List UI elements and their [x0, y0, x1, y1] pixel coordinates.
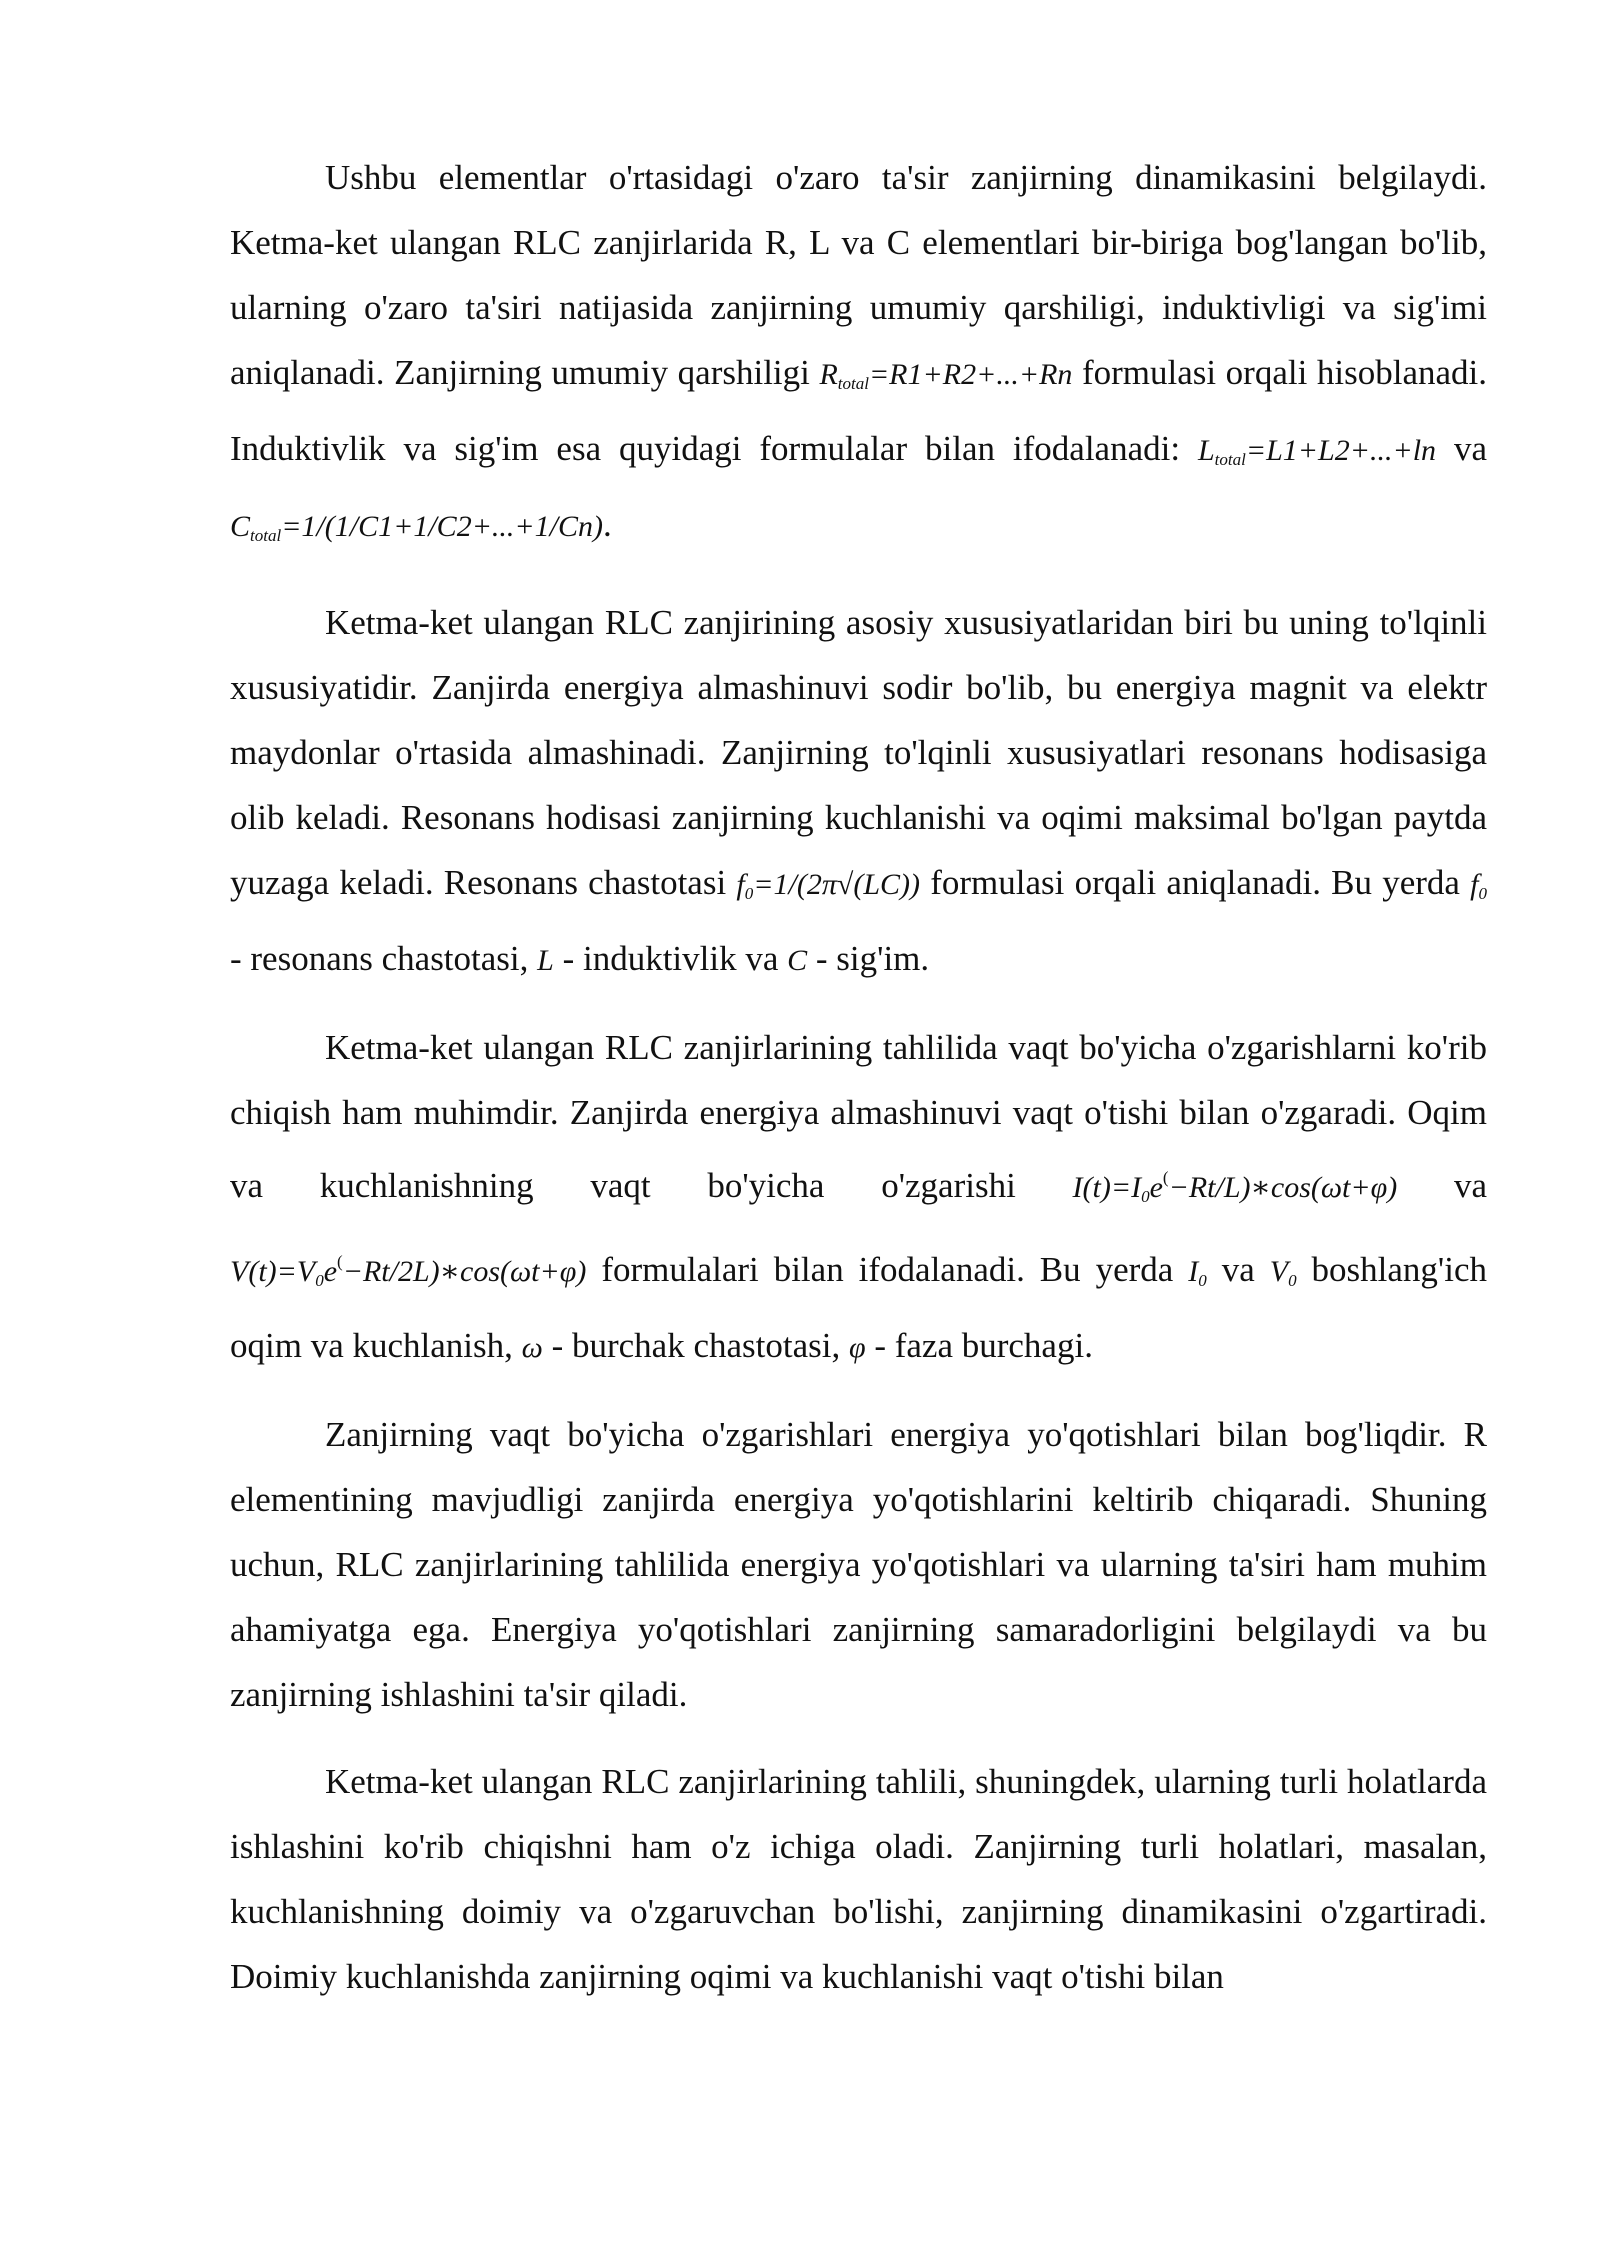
paragraph-text: Ketma-ket ulangan RLC zanjirlarining tahlilida vaqt bo'yicha o'zgarishlarni ko'rib chiqish ham muhimdir. Zanjirda energiya almashinuvi vaqt o'tishi bilan o'zgaradi. Oqim va kuchlanishning vaqt bo'yicha o'zgarishi — [230, 1028, 1487, 1205]
formula-body: −Rt/L)∗cos(ωt+φ) — [1168, 1171, 1398, 1204]
formula-l-total — [1198, 434, 1436, 467]
formula-body: V(t)=V — [230, 1255, 316, 1288]
paragraph-text: va — [1397, 1166, 1487, 1205]
paragraph-text: boshlang'ich oqim va kuchlanish, — [230, 1250, 1487, 1365]
paragraph-5: Ketma-ket ulangan RLC zanjirlarining tahlili, shuningdek, ularning turli holatlarda ishlashini ko'rib chiqishni ham o'z ichiga oladi. Zanjirning turli holatlari, masalan, kuchlanishning doimiy va o'zgaruvchan bo'lishi, zanjirning dinamikasini o'zgartiradi. Doimiy kuchlanishda zanjirning oqimi va kuchlanishi vaqt o'tishi bilan — [230, 1762, 1487, 1996]
formula-voltage — [230, 1252, 587, 1290]
formula-c-total — [230, 510, 603, 543]
formula-subscript: 0 — [315, 1271, 324, 1290]
formula-subscript: 0 — [1198, 1271, 1207, 1290]
paragraph-3 — [230, 1015, 1487, 1380]
paragraph-text: formulalari bilan ifodalanadi. Bu yerda — [586, 1250, 1189, 1289]
formula-superscript: ( — [337, 1252, 343, 1271]
paragraph-text: - faza burchagi. — [865, 1326, 1093, 1365]
paragraph-text: - burchak chastotasi, — [542, 1326, 849, 1365]
formula-body: =1/(2π√(LC)) — [753, 868, 920, 901]
paragraph-text: - sig'im. — [807, 939, 930, 978]
formula-base: f — [1470, 868, 1479, 901]
formula-body: e — [323, 1255, 338, 1288]
paragraph-text: . — [603, 505, 612, 544]
formula-base: C — [230, 510, 251, 543]
formula-current — [1072, 1168, 1398, 1206]
paragraph-2 — [230, 590, 1487, 993]
paragraph-text: va — [1206, 1250, 1270, 1289]
formula-body: =R1+R2+...+Rn — [868, 358, 1073, 391]
formula-superscript: ( — [1162, 1168, 1169, 1187]
paragraph-4: Zanjirning vaqt bo'yicha o'zgarishlari energiya yo'qotishlari bilan bog'liqdir. R elementining mavjudligi zanjirda energiya yo'qotishlarini keltirib chiqaradi. Shuning uchun, RLC zanjirlarining tahlilida energiya yo'qotishlari va ularning ta'siri ham muhim ahamiyatga ega. Energiya yo'qotishlari zanjirning samaradorligini belgilaydi va bu zanjirning ishlashini ta'sir qiladi. — [230, 1415, 1487, 1714]
paragraph-text: - induktivlik va — [553, 939, 788, 978]
symbol-c: C — [787, 944, 808, 977]
formula-subscript: 0 — [1288, 1271, 1297, 1290]
paragraph-text: Ketma-ket ulangan RLC zanjirining asosiy xususiyatlaridan biri bu uning to'lqinli xususiyatidir. Zanjirda energiya almashinuvi sodir bo'lib, bu energiya magnit va elektr maydonlar o'rtasida almashinadi. Zanjirning to'lqinli xususiyatlari resonans hodisasiga olib keladi. Resonans hodisasi zanjirning kuchlanishi va oqimi maksimal bo'lgan paytda yuzaga keladi. Resonans chastotasi — [230, 603, 1487, 902]
formula-body: =L1+L2+...+ln — [1245, 434, 1437, 467]
symbol-v0 — [1270, 1255, 1297, 1288]
symbol-omega: ω — [521, 1331, 543, 1364]
formula-r-total — [819, 358, 1072, 391]
paragraph-text: formulasi orqali hisoblanadi. Induktivlik va sig'im esa quyidagi formulalar bilan ifodalanadi: — [230, 353, 1487, 468]
formula-body: I(t)=I — [1072, 1171, 1142, 1204]
formula-base: I — [1188, 1255, 1199, 1288]
paragraph-text: va — [1436, 429, 1487, 468]
formula-resonance-frequency — [736, 868, 920, 901]
paragraph-text: formulasi orqali aniqlanadi. Bu yerda — [920, 863, 1471, 902]
formula-base: V — [1269, 1255, 1289, 1288]
formula-base: f — [736, 868, 745, 901]
formula-subscript: 0 — [744, 884, 754, 903]
formula-subscript: total — [837, 374, 869, 393]
symbol-phi: φ — [848, 1331, 866, 1364]
formula-subscript: total — [1214, 450, 1246, 469]
symbol-l: L — [537, 944, 554, 977]
formula-subscript: 0 — [1141, 1187, 1150, 1206]
formula-base: R — [819, 358, 838, 391]
formula-body: −Rt/2L)∗cos(ωt+φ) — [342, 1255, 587, 1288]
symbol-i0 — [1188, 1255, 1207, 1288]
formula-subscript: 0 — [1478, 884, 1488, 903]
formula-body: =1/(1/C1+1/C2+...+1/Cn) — [281, 510, 604, 543]
formula-body: e — [1149, 1171, 1163, 1204]
paragraph-1 — [230, 145, 1487, 568]
formula-base: L — [1197, 434, 1215, 467]
formula-subscript: total — [250, 526, 282, 545]
paragraph-text: - resonans chastotasi, — [230, 939, 538, 978]
symbol-f0 — [1470, 868, 1487, 901]
paragraph-text: Ushbu elementlar o'rtasidagi o'zaro ta'sir zanjirning dinamikasini belgilaydi. Ketma-ket ulangan RLC zanjirlarida R, L va C elementlari bir-biriga bog'langan bo'lib, ularning o'zaro ta'siri natijasida zanjirning umumiy qarshiligi, induktivligi va sig'imi aniqlanadi. Zanjirning umumiy qarshiligi — [230, 158, 1487, 392]
